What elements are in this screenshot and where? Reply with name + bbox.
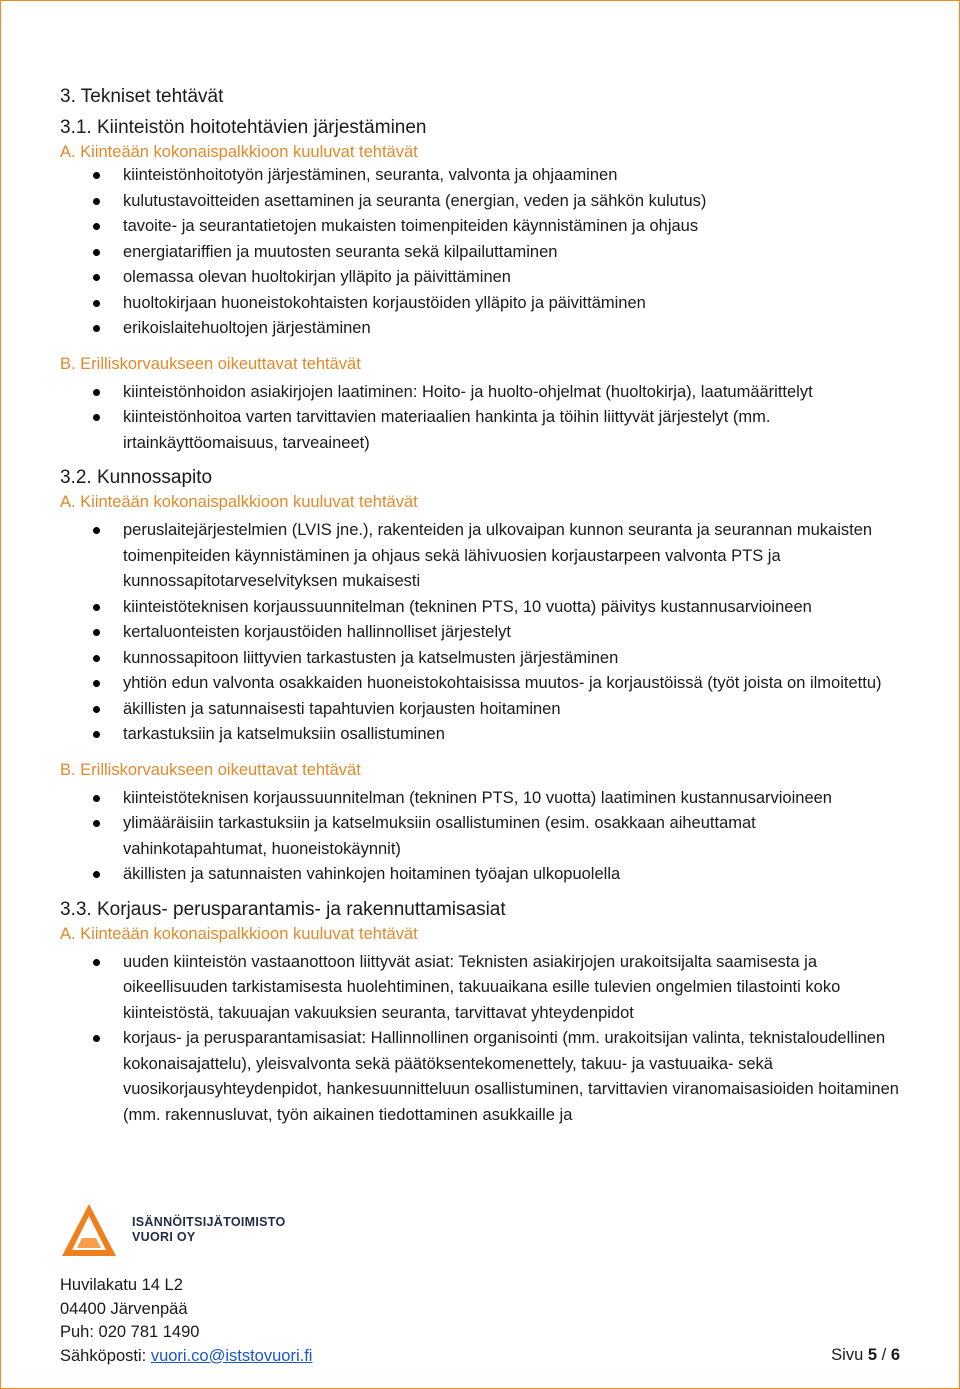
list-item: kiinteistönhoidon asiakirjojen laatiminen: Hoito- ja huolto-ohjelmat (huoltokirja), laatumäärittelyt [60, 380, 900, 406]
page-separator: / [877, 1346, 891, 1364]
company-logo [60, 1200, 900, 1260]
section-3-3-heading: 3.3. Korjaus- perusparantamis- ja rakennuttamisasiat [60, 898, 506, 920]
list-item: tarkastuksiin ja katselmuksiin osallistuminen [60, 722, 900, 748]
list-item: tavoite- ja seurantatietojen mukaisten toimenpiteiden käynnistäminen ja ohjaus [60, 214, 900, 240]
mountain-logo-icon [60, 1202, 118, 1258]
section-3-1-b-title: B. Erilliskorvaukseen oikeuttavat tehtävät [60, 354, 361, 373]
list-item: uuden kiinteistön vastaanottoon liittyvät asiat: Teknisten asiakirjojen urakoitsijalta saamisesta ja oikeellisuuden tarkistamisesta huolehtiminen, takuuaikana esille tulevien ongelmien tilastointi koko kiinteistöstä, takuuajan vakuuksien seuranta, tarvittavat yhteydenpidot [60, 950, 900, 1027]
section-3-2-heading: 3.2. Kunnossapito [60, 467, 213, 488]
page-number [831, 1344, 900, 1368]
section-3-1-heading: 3.1. Kiinteistön hoitotehtävien järjestäminen [60, 117, 427, 138]
logo-wordmark [132, 1215, 285, 1245]
contact-block [60, 1274, 312, 1368]
email-label: Sähköposti: [60, 1346, 151, 1365]
page-total: 6 [890, 1346, 900, 1364]
phone-number: Puh: 020 781 1490 [60, 1323, 200, 1341]
section-3-2-b-list [60, 786, 900, 888]
section-3-2-b-title: B. Erilliskorvaukseen oikeuttavat tehtävät [60, 760, 361, 779]
list-item: kiinteistöteknisen korjaussuunnitelman (tekninen PTS, 10 vuotta) päivitys kustannusarvioineen [60, 595, 900, 621]
section-3-2-a-list [60, 518, 900, 748]
section-3-1-a-list [60, 163, 900, 342]
page-footer [60, 1200, 900, 1365]
list-item: kiinteistönhoitoa varten tarvittavien materiaalien hankinta ja töihin liittyvät järjestelyt (mm. irtainkäyttöomaisuus, tarveaineet) [60, 405, 900, 456]
list-item: äkillisten ja satunnaisten vahinkojen hoitaminen työajan ulkopuolella [60, 862, 900, 888]
list-item: yhtiön edun valvonta osakkaiden huoneistokohtaisissa muutos- ja korjaustöissä (työt joista on ilmoitettu) [60, 671, 900, 697]
list-item: ylimääräisiin tarkastuksiin ja katselmuksiin osallistuminen (esim. osakkaan aiheuttamat vahinkotapahtumat, huoneistokäynnit) [60, 811, 900, 862]
address-city: 04400 Järvenpää [60, 1299, 188, 1318]
section-3-1-b-list [60, 380, 900, 457]
list-item: kiinteistönhoitotyön järjestäminen, seuranta, valvonta ja ohjaaminen [60, 163, 900, 189]
list-item: olemassa olevan huoltokirjan ylläpito ja päivittäminen [60, 265, 900, 291]
list-item: erikoislaitehuoltojen järjestäminen [60, 316, 900, 342]
list-item: huoltokirjaan huoneistokohtaisten korjaustöiden ylläpito ja päivittäminen [60, 291, 900, 317]
list-item: korjaus- ja perusparantamisasiat: Hallinnollinen organisointi (mm. urakoitsijan valinta, teknistaloudellinen kokonaisajattelu), yleisvalvonta sekä päätöksentekomenettely, takuu- ja vastuuaika- sekä vuosikorjausyhteydenpidot, hankesuunnitteluun osallistuminen, tarvittavien viranomaisasioiden hoitaminen (mm. rakennusluvat, työn aikainen tiedottaminen asukkaille ja [60, 1026, 900, 1128]
document-body [60, 84, 900, 1128]
page-current: 5 [867, 1346, 878, 1364]
section-3-1-a-title: A. Kiinteään kokonaispalkkioon kuuluvat tehtävät [60, 143, 418, 161]
logo-line-2: VUORI OY [132, 1230, 196, 1244]
list-item: kulutustavoitteiden asettaminen ja seuranta (energian, veden ja sähkön kulutus) [60, 189, 900, 215]
logo-line-1: ISÄNNÖITSIJÄTOIMISTO [132, 1215, 286, 1229]
list-item: äkillisten ja satunnaisesti tapahtuvien korjausten hoitaminen [60, 697, 900, 723]
section-3-heading: 3. Tekniset tehtävät [60, 86, 224, 107]
list-item: kunnossapitoon liittyvien tarkastusten ja katselmusten järjestäminen [60, 646, 900, 672]
list-item: peruslaitejärjestelmien (LVIS jne.), rakenteiden ja ulkovaipan kunnon seuranta ja seurannan mukaisten toimenpiteiden käynnistäminen ja ohjaus sekä lähivuosien korjaustarpeen valvonta PTS ja kunnossapitotarveselvityksen mukaisesti [60, 518, 900, 595]
list-item: energiatariffien ja muutosten seuranta sekä kilpailuttaminen [60, 240, 900, 266]
email-link[interactable]: vuori.co@iststovuori.fi [150, 1346, 313, 1365]
list-item: kiinteistöteknisen korjaussuunnitelman (tekninen PTS, 10 vuotta) laatiminen kustannusarvioineen [60, 786, 900, 812]
address-street: Huvilakatu 14 L2 [60, 1276, 183, 1294]
list-item: kertaluonteisten korjaustöiden hallinnolliset järjestelyt [60, 620, 900, 646]
section-3-2-a-title: A. Kiinteään kokonaispalkkioon kuuluvat tehtävät [60, 493, 418, 511]
section-3-3-a-title: A. Kiinteään kokonaispalkkioon kuuluvat tehtävät [60, 924, 418, 943]
email-line [60, 1345, 312, 1369]
page-label: Sivu [831, 1346, 868, 1364]
section-3-3-a-list [60, 950, 900, 1129]
